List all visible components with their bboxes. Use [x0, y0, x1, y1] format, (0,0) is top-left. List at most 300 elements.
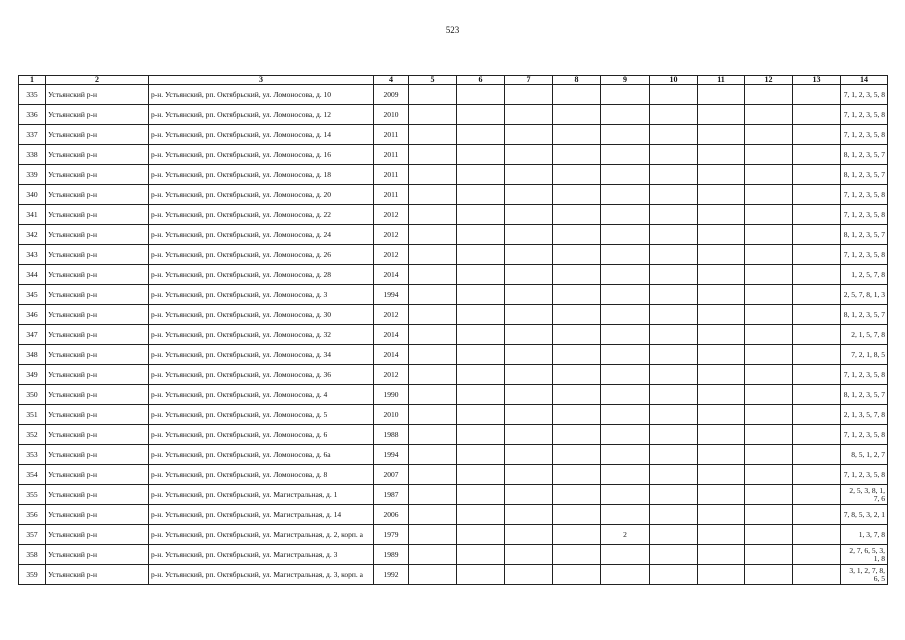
- column-6-cell: [457, 445, 505, 465]
- codes-cell: 7, 1, 2, 3, 5, 8: [841, 365, 888, 385]
- column-12-cell: [745, 505, 793, 525]
- column-11-cell: [698, 485, 745, 505]
- header-row: [19, 76, 888, 85]
- row-number-cell: 339: [19, 165, 46, 185]
- table-row: [19, 385, 888, 405]
- column-13-cell: [793, 285, 841, 305]
- codes-cell: 1, 3, 7, 8: [841, 525, 888, 545]
- address-cell: р-н. Устьянский, рп. Октябрьский, ул. Ломоносова, д. 30: [149, 305, 374, 325]
- row-number-cell: 345: [19, 285, 46, 305]
- codes-cell: 7, 1, 2, 3, 5, 8: [841, 125, 888, 145]
- column-9-cell: [601, 125, 650, 145]
- column-7-cell: [505, 525, 553, 545]
- column-9-cell: [601, 305, 650, 325]
- column-6-cell: [457, 185, 505, 205]
- column-6-cell: [457, 365, 505, 385]
- address-cell: р-н. Устьянский, рп. Октябрьский, ул. Магистральная, д. 3: [149, 545, 374, 565]
- column-10-cell: [650, 405, 698, 425]
- table-row: [19, 485, 888, 505]
- column-12-cell: [745, 125, 793, 145]
- table-row: [19, 225, 888, 245]
- district-cell: Устьянский р-н: [46, 465, 149, 485]
- column-7-cell: [505, 245, 553, 265]
- column-10-cell: [650, 545, 698, 565]
- column-8-cell: [553, 125, 601, 145]
- column-9-cell: [601, 425, 650, 445]
- column-12-cell: [745, 305, 793, 325]
- row-number-cell: 338: [19, 145, 46, 165]
- column-header: 1: [19, 76, 46, 85]
- column-header: 3: [149, 76, 374, 85]
- year-cell: 2012: [374, 245, 409, 265]
- column-header: 10: [650, 76, 698, 85]
- column-11-cell: [698, 565, 745, 585]
- district-cell: Устьянский р-н: [46, 225, 149, 245]
- address-cell: р-н. Устьянский, рп. Октябрьский, ул. Ломоносова, д. 6: [149, 425, 374, 445]
- column-8-cell: [553, 205, 601, 225]
- column-9-cell: [601, 445, 650, 465]
- row-number-cell: 355: [19, 485, 46, 505]
- column-10-cell: [650, 565, 698, 585]
- column-6-cell: [457, 205, 505, 225]
- district-cell: Устьянский р-н: [46, 525, 149, 545]
- column-header: 8: [553, 76, 601, 85]
- column-11-cell: [698, 85, 745, 105]
- column-12-cell: [745, 385, 793, 405]
- row-number-cell: 347: [19, 325, 46, 345]
- column-6-cell: [457, 465, 505, 485]
- row-number-cell: 343: [19, 245, 46, 265]
- column-10-cell: [650, 525, 698, 545]
- column-7-cell: [505, 185, 553, 205]
- column-13-cell: [793, 365, 841, 385]
- row-number-cell: 358: [19, 545, 46, 565]
- column-12-cell: [745, 425, 793, 445]
- column-13-cell: [793, 185, 841, 205]
- address-cell: р-н. Устьянский, рп. Октябрьский, ул. Ломоносова, д. 3: [149, 285, 374, 305]
- column-8-cell: [553, 345, 601, 365]
- row-number-cell: 337: [19, 125, 46, 145]
- year-cell: 2014: [374, 345, 409, 365]
- column-10-cell: [650, 305, 698, 325]
- column-11-cell: [698, 345, 745, 365]
- column-10-cell: [650, 265, 698, 285]
- column-12-cell: [745, 325, 793, 345]
- district-cell: Устьянский р-н: [46, 505, 149, 525]
- column-10-cell: [650, 345, 698, 365]
- table-row: [19, 185, 888, 205]
- row-number-cell: 344: [19, 265, 46, 285]
- codes-cell: 3, 1, 2, 7, 8, 6, 5: [841, 565, 888, 585]
- address-cell: р-н. Устьянский, рп. Октябрьский, ул. Ломоносова, д. 26: [149, 245, 374, 265]
- table-row: [19, 545, 888, 565]
- column-13-cell: [793, 565, 841, 585]
- column-9-cell: [601, 225, 650, 245]
- column-5-cell: [409, 165, 457, 185]
- column-10-cell: [650, 185, 698, 205]
- column-6-cell: [457, 425, 505, 445]
- address-cell: р-н. Устьянский, рп. Октябрьский, ул. Ломоносова, д. 22: [149, 205, 374, 225]
- column-6-cell: [457, 285, 505, 305]
- column-11-cell: [698, 525, 745, 545]
- column-13-cell: [793, 485, 841, 505]
- codes-cell: 8, 1, 2, 3, 5, 7: [841, 385, 888, 405]
- column-9-cell: [601, 485, 650, 505]
- column-11-cell: [698, 145, 745, 165]
- table-row: [19, 345, 888, 365]
- column-8-cell: [553, 565, 601, 585]
- year-cell: 2010: [374, 405, 409, 425]
- column-7-cell: [505, 545, 553, 565]
- column-8-cell: [553, 525, 601, 545]
- row-number-cell: 346: [19, 305, 46, 325]
- column-10-cell: [650, 85, 698, 105]
- year-cell: 2014: [374, 265, 409, 285]
- row-number-cell: 342: [19, 225, 46, 245]
- column-8-cell: [553, 365, 601, 385]
- column-header: 7: [505, 76, 553, 85]
- district-cell: Устьянский р-н: [46, 185, 149, 205]
- column-5-cell: [409, 485, 457, 505]
- column-5-cell: [409, 225, 457, 245]
- column-8-cell: [553, 165, 601, 185]
- codes-cell: 2, 5, 3, 8, 1, 7, 6: [841, 485, 888, 505]
- column-13-cell: [793, 305, 841, 325]
- column-5-cell: [409, 385, 457, 405]
- column-9-cell: [601, 345, 650, 365]
- district-cell: Устьянский р-н: [46, 85, 149, 105]
- codes-cell: 8, 1, 2, 3, 5, 7: [841, 165, 888, 185]
- address-cell: р-н. Устьянский, рп. Октябрьский, ул. Магистральная, д. 3, корп. а: [149, 565, 374, 585]
- column-12-cell: [745, 545, 793, 565]
- column-7-cell: [505, 345, 553, 365]
- column-11-cell: [698, 325, 745, 345]
- column-13-cell: [793, 205, 841, 225]
- column-5-cell: [409, 145, 457, 165]
- column-5-cell: [409, 565, 457, 585]
- year-cell: 2012: [374, 365, 409, 385]
- column-7-cell: [505, 445, 553, 465]
- column-7-cell: [505, 225, 553, 245]
- column-10-cell: [650, 505, 698, 525]
- year-cell: 2011: [374, 145, 409, 165]
- column-9-cell: [601, 385, 650, 405]
- district-cell: Устьянский р-н: [46, 545, 149, 565]
- column-7-cell: [505, 125, 553, 145]
- column-10-cell: [650, 485, 698, 505]
- column-10-cell: [650, 385, 698, 405]
- row-number-cell: 352: [19, 425, 46, 445]
- column-5-cell: [409, 445, 457, 465]
- column-9-cell: [601, 565, 650, 585]
- column-10-cell: [650, 465, 698, 485]
- column-12-cell: [745, 265, 793, 285]
- column-9-cell: 2: [601, 525, 650, 545]
- column-11-cell: [698, 365, 745, 385]
- column-5-cell: [409, 465, 457, 485]
- column-8-cell: [553, 405, 601, 425]
- address-cell: р-н. Устьянский, рп. Октябрьский, ул. Ломоносова, д. 28: [149, 265, 374, 285]
- column-11-cell: [698, 445, 745, 465]
- row-number-cell: 340: [19, 185, 46, 205]
- table-row: [19, 445, 888, 465]
- column-6-cell: [457, 85, 505, 105]
- column-9-cell: [601, 265, 650, 285]
- year-cell: 2011: [374, 165, 409, 185]
- row-number-cell: 348: [19, 345, 46, 365]
- codes-cell: 7, 1, 2, 3, 5, 8: [841, 85, 888, 105]
- table-row: [19, 465, 888, 485]
- column-10-cell: [650, 425, 698, 445]
- table-row: [19, 325, 888, 345]
- column-5-cell: [409, 125, 457, 145]
- column-6-cell: [457, 265, 505, 285]
- column-10-cell: [650, 325, 698, 345]
- table-row: [19, 105, 888, 125]
- address-cell: р-н. Устьянский, рп. Октябрьский, ул. Магистральная, д. 1: [149, 485, 374, 505]
- column-header: 12: [745, 76, 793, 85]
- column-6-cell: [457, 525, 505, 545]
- column-12-cell: [745, 245, 793, 265]
- column-8-cell: [553, 285, 601, 305]
- column-8-cell: [553, 465, 601, 485]
- address-cell: р-н. Устьянский, рп. Октябрьский, ул. Ломоносова, д. 5: [149, 405, 374, 425]
- column-8-cell: [553, 85, 601, 105]
- column-6-cell: [457, 305, 505, 325]
- column-11-cell: [698, 285, 745, 305]
- year-cell: 1994: [374, 285, 409, 305]
- column-5-cell: [409, 285, 457, 305]
- column-11-cell: [698, 205, 745, 225]
- codes-cell: 7, 1, 2, 3, 5, 8: [841, 245, 888, 265]
- column-9-cell: [601, 105, 650, 125]
- year-cell: 1979: [374, 525, 409, 545]
- column-5-cell: [409, 205, 457, 225]
- row-number-cell: 351: [19, 405, 46, 425]
- column-11-cell: [698, 505, 745, 525]
- column-6-cell: [457, 165, 505, 185]
- district-cell: Устьянский р-н: [46, 445, 149, 465]
- year-cell: 1989: [374, 545, 409, 565]
- column-7-cell: [505, 385, 553, 405]
- row-number-cell: 354: [19, 465, 46, 485]
- column-8-cell: [553, 245, 601, 265]
- address-cell: р-н. Устьянский, рп. Октябрьский, ул. Ломоносова, д. 36: [149, 365, 374, 385]
- codes-cell: 2, 1, 3, 5, 7, 8: [841, 405, 888, 425]
- address-cell: р-н. Устьянский, рп. Октябрьский, ул. Ломоносова, д. 16: [149, 145, 374, 165]
- codes-cell: 7, 1, 2, 3, 5, 8: [841, 185, 888, 205]
- column-12-cell: [745, 405, 793, 425]
- address-cell: р-н. Устьянский, рп. Октябрьский, ул. Ломоносова, д. 32: [149, 325, 374, 345]
- table-row: [19, 85, 888, 105]
- address-cell: р-н. Устьянский, рп. Октябрьский, ул. Ломоносова, д. 12: [149, 105, 374, 125]
- column-13-cell: [793, 405, 841, 425]
- column-9-cell: [601, 165, 650, 185]
- column-6-cell: [457, 545, 505, 565]
- year-cell: 2009: [374, 85, 409, 105]
- column-11-cell: [698, 405, 745, 425]
- column-12-cell: [745, 165, 793, 185]
- column-9-cell: [601, 325, 650, 345]
- column-6-cell: [457, 345, 505, 365]
- column-12-cell: [745, 365, 793, 385]
- column-10-cell: [650, 125, 698, 145]
- district-cell: Устьянский р-н: [46, 365, 149, 385]
- column-10-cell: [650, 145, 698, 165]
- table-row: [19, 265, 888, 285]
- codes-cell: 1, 2, 5, 7, 8: [841, 265, 888, 285]
- column-header: 14: [841, 76, 888, 85]
- column-9-cell: [601, 465, 650, 485]
- column-8-cell: [553, 385, 601, 405]
- column-12-cell: [745, 85, 793, 105]
- address-cell: р-н. Устьянский, рп. Октябрьский, ул. Магистральная, д. 2, корп. а: [149, 525, 374, 545]
- codes-cell: 2, 5, 7, 8, 1, 3: [841, 285, 888, 305]
- district-cell: Устьянский р-н: [46, 305, 149, 325]
- codes-cell: 7, 8, 5, 3, 2, 1: [841, 505, 888, 525]
- row-number-cell: 350: [19, 385, 46, 405]
- row-number-cell: 336: [19, 105, 46, 125]
- year-cell: 2012: [374, 305, 409, 325]
- column-5-cell: [409, 105, 457, 125]
- district-cell: Устьянский р-н: [46, 245, 149, 265]
- district-cell: Устьянский р-н: [46, 205, 149, 225]
- column-12-cell: [745, 105, 793, 125]
- column-7-cell: [505, 425, 553, 445]
- column-10-cell: [650, 245, 698, 265]
- address-cell: р-н. Устьянский, рп. Октябрьский, ул. Ломоносова, д. 24: [149, 225, 374, 245]
- year-cell: 2014: [374, 325, 409, 345]
- codes-cell: 7, 2, 1, 8, 5: [841, 345, 888, 365]
- table-row: [19, 245, 888, 265]
- column-7-cell: [505, 325, 553, 345]
- codes-cell: 7, 1, 2, 3, 5, 8: [841, 205, 888, 225]
- column-9-cell: [601, 285, 650, 305]
- column-11-cell: [698, 165, 745, 185]
- column-header: 2: [46, 76, 149, 85]
- column-10-cell: [650, 105, 698, 125]
- year-cell: 1994: [374, 445, 409, 465]
- column-11-cell: [698, 545, 745, 565]
- column-11-cell: [698, 265, 745, 285]
- column-13-cell: [793, 245, 841, 265]
- table-row: [19, 565, 888, 585]
- district-cell: Устьянский р-н: [46, 265, 149, 285]
- column-9-cell: [601, 245, 650, 265]
- table-row: [19, 425, 888, 445]
- column-13-cell: [793, 385, 841, 405]
- column-9-cell: [601, 185, 650, 205]
- codes-cell: 7, 1, 2, 3, 5, 8: [841, 465, 888, 485]
- table-row: [19, 305, 888, 325]
- column-6-cell: [457, 225, 505, 245]
- column-7-cell: [505, 165, 553, 185]
- table-row: [19, 145, 888, 165]
- address-cell: р-н. Устьянский, рп. Октябрьский, ул. Ломоносова, д. 14: [149, 125, 374, 145]
- column-7-cell: [505, 465, 553, 485]
- column-13-cell: [793, 225, 841, 245]
- column-13-cell: [793, 145, 841, 165]
- column-5-cell: [409, 505, 457, 525]
- row-number-cell: 349: [19, 365, 46, 385]
- table-row: [19, 125, 888, 145]
- column-7-cell: [505, 505, 553, 525]
- column-8-cell: [553, 485, 601, 505]
- column-header: 4: [374, 76, 409, 85]
- column-11-cell: [698, 185, 745, 205]
- column-header: 6: [457, 76, 505, 85]
- address-cell: р-н. Устьянский, рп. Октябрьский, ул. Ломоносова, д. 20: [149, 185, 374, 205]
- column-7-cell: [505, 305, 553, 325]
- district-cell: Устьянский р-н: [46, 485, 149, 505]
- column-11-cell: [698, 105, 745, 125]
- column-header: 5: [409, 76, 457, 85]
- column-7-cell: [505, 485, 553, 505]
- column-13-cell: [793, 85, 841, 105]
- column-5-cell: [409, 185, 457, 205]
- year-cell: 2011: [374, 185, 409, 205]
- table-row: [19, 365, 888, 385]
- year-cell: 2012: [374, 205, 409, 225]
- district-cell: Устьянский р-н: [46, 565, 149, 585]
- column-6-cell: [457, 245, 505, 265]
- column-5-cell: [409, 265, 457, 285]
- district-cell: Устьянский р-н: [46, 165, 149, 185]
- column-8-cell: [553, 185, 601, 205]
- column-6-cell: [457, 505, 505, 525]
- codes-cell: 8, 1, 2, 3, 5, 7: [841, 225, 888, 245]
- column-5-cell: [409, 325, 457, 345]
- address-cell: р-н. Устьянский, рп. Октябрьский, ул. Ломоносова, д. 10: [149, 85, 374, 105]
- column-9-cell: [601, 85, 650, 105]
- column-5-cell: [409, 245, 457, 265]
- column-13-cell: [793, 325, 841, 345]
- column-12-cell: [745, 225, 793, 245]
- address-cell: р-н. Устьянский, рп. Октябрьский, ул. Ломоносова, д. 34: [149, 345, 374, 365]
- column-5-cell: [409, 305, 457, 325]
- table-row: [19, 165, 888, 185]
- column-7-cell: [505, 365, 553, 385]
- column-5-cell: [409, 545, 457, 565]
- column-7-cell: [505, 105, 553, 125]
- column-10-cell: [650, 285, 698, 305]
- column-13-cell: [793, 345, 841, 365]
- column-9-cell: [601, 365, 650, 385]
- row-number-cell: 357: [19, 525, 46, 545]
- column-10-cell: [650, 225, 698, 245]
- column-10-cell: [650, 205, 698, 225]
- column-13-cell: [793, 425, 841, 445]
- column-7-cell: [505, 85, 553, 105]
- column-8-cell: [553, 545, 601, 565]
- column-5-cell: [409, 85, 457, 105]
- column-6-cell: [457, 125, 505, 145]
- column-12-cell: [745, 285, 793, 305]
- column-9-cell: [601, 545, 650, 565]
- column-7-cell: [505, 205, 553, 225]
- column-7-cell: [505, 405, 553, 425]
- column-12-cell: [745, 525, 793, 545]
- column-7-cell: [505, 565, 553, 585]
- column-5-cell: [409, 425, 457, 445]
- column-9-cell: [601, 405, 650, 425]
- address-cell: р-н. Устьянский, рп. Октябрьский, ул. Ломоносова, д. 8: [149, 465, 374, 485]
- column-13-cell: [793, 525, 841, 545]
- year-cell: 2007: [374, 465, 409, 485]
- column-8-cell: [553, 305, 601, 325]
- column-6-cell: [457, 565, 505, 585]
- district-cell: Устьянский р-н: [46, 425, 149, 445]
